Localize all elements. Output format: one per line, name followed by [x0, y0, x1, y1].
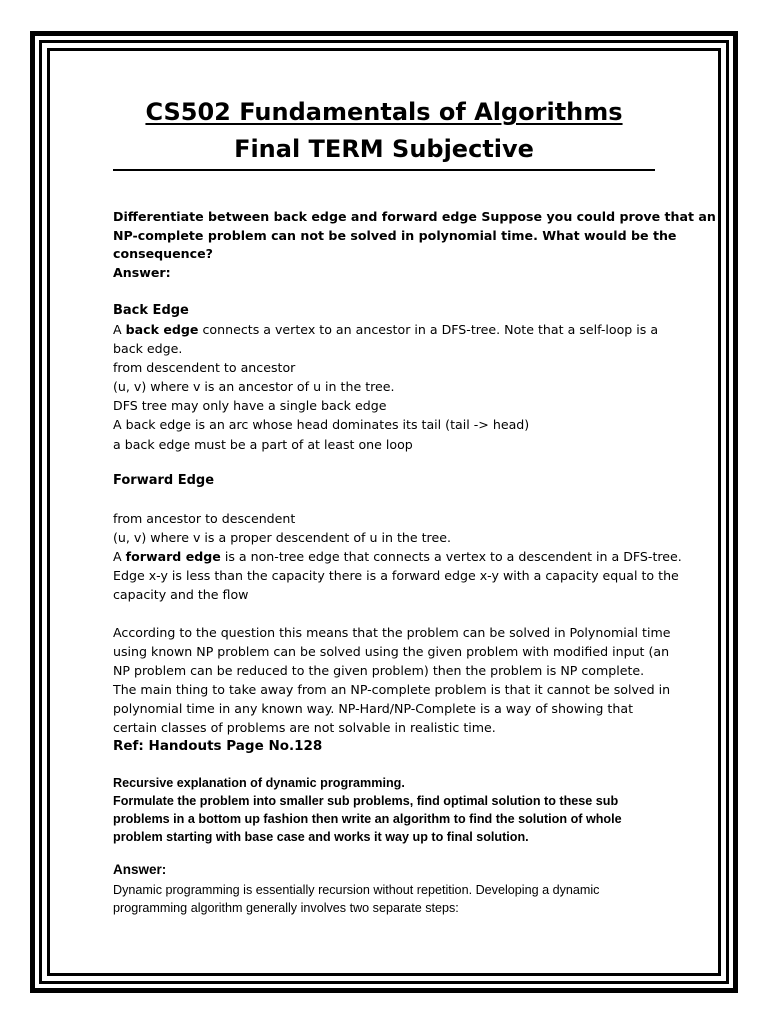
- back-edge-def-cont: back edge.: [113, 341, 183, 356]
- np-paragraph-line: certain classes of problems are not solvable in realistic time.: [113, 720, 496, 735]
- forward-edge-term: forward edge: [125, 549, 221, 564]
- document-title: CS502 Fundamentals of Algorithms: [145, 98, 623, 126]
- back-edge-line: from descendent to ancestor: [113, 360, 296, 375]
- question-1-line-3: consequence?: [113, 246, 213, 261]
- back-edge-line: DFS tree may only have a single back edge: [113, 398, 387, 413]
- np-paragraph-line: The main thing to take away from an NP-complete problem is that it cannot be solved in: [113, 682, 671, 697]
- back-edge-heading: Back Edge: [113, 303, 189, 318]
- forward-edge-line: from ancestor to descendent: [113, 511, 296, 526]
- np-paragraph-line: using known NP problem can be solved using the given problem with modified input (an: [113, 644, 670, 659]
- back-edge-def-prefix: A: [113, 322, 126, 337]
- back-edge-line: A back edge is an arc whose head dominates its tail (tail -> head): [113, 417, 530, 432]
- question-1-answer-label: Answer:: [113, 265, 171, 280]
- title-rule: [113, 169, 655, 171]
- question-1-line-2: NP-complete problem can not be solved in polynomial time. What would be the: [113, 228, 677, 243]
- forward-edge-line: capacity and the flow: [113, 587, 249, 602]
- back-edge-line: a back edge must be a part of at least one loop: [113, 437, 413, 452]
- question-2-line-1: Recursive explanation of dynamic programming.: [113, 776, 405, 790]
- question-2-line-4: problem starting with base case and works it way up to final solution.: [113, 830, 529, 844]
- question-1-line-1: Differentiate between back edge and forward edge Suppose you could prove that an: [113, 209, 716, 224]
- question-2-answer-label: Answer:: [113, 862, 167, 877]
- question-2-line-3: problems in a bottom up fashion then write an algorithm to find the solution of whole: [113, 812, 622, 826]
- question-2-answer-line: Dynamic programming is essentially recursion without repetition. Developing a dynamic: [113, 883, 600, 897]
- question-2-line-2: Formulate the problem into smaller sub problems, find optimal solution to these sub: [113, 794, 619, 808]
- back-edge-definition: [113, 321, 658, 339]
- forward-edge-line: Edge x-y is less than the capacity there is a forward edge x-y with a capacity equal to the: [113, 568, 679, 583]
- question-2-answer-line: programming algorithm generally involves two separate steps:: [113, 901, 459, 915]
- back-edge-def-rest: connects a vertex to an ancestor in a DFS-tree. Note that a self-loop is a: [198, 322, 659, 337]
- np-paragraph-line: polynomial time in any known way. NP-Hard/NP-Complete is a way of showing that: [113, 701, 634, 716]
- np-paragraph-line: According to the question this means that the problem can be solved in Polynomial time: [113, 625, 671, 640]
- np-paragraph-line: NP problem can be reduced to the given problem) then the problem is NP complete.: [113, 663, 645, 678]
- document-subtitle: Final TERM Subjective: [234, 135, 534, 163]
- forward-edge-line: (u, v) where v is a proper descendent of u in the tree.: [113, 530, 451, 545]
- forward-edge-def-prefix: A: [113, 549, 126, 564]
- back-edge-term: back edge: [125, 322, 199, 337]
- forward-edge-heading: Forward Edge: [113, 473, 215, 488]
- back-edge-line: (u, v) where v is an ancestor of u in the tree.: [113, 379, 395, 394]
- forward-edge-definition: [113, 548, 682, 566]
- reference-line: Ref: Handouts Page No.128: [113, 738, 323, 754]
- forward-edge-def-rest: is a non-tree edge that connects a vertex to a descendent in a DFS-tree.: [220, 549, 682, 564]
